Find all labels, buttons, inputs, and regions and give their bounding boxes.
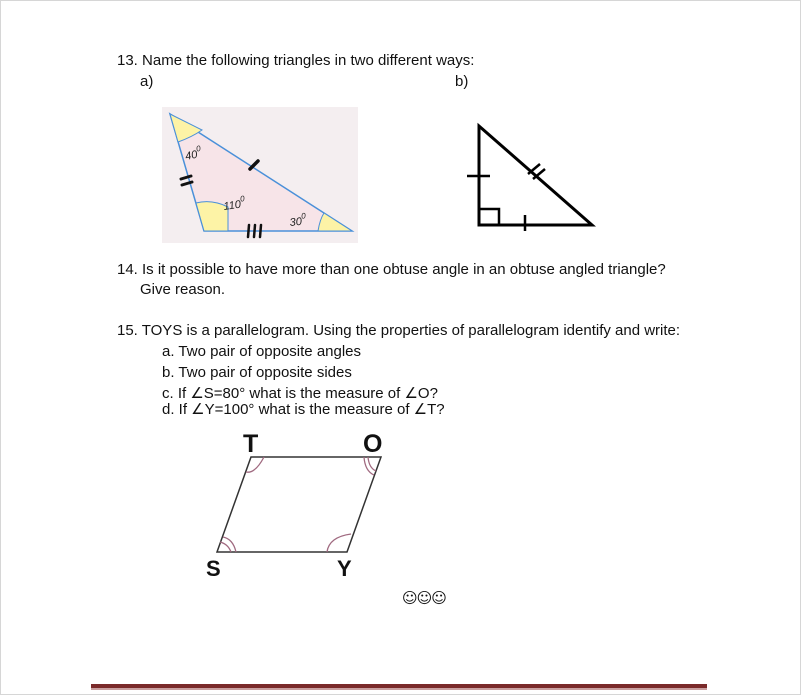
parallelogram-figure <box>195 424 405 584</box>
smiley-icons: ☺☺☺ <box>402 589 446 607</box>
footer-rule <box>91 684 707 690</box>
q14-line1: 14. Is it possible to have more than one obtuse angle in an obtuse angled triangle? <box>117 261 666 278</box>
vertex-label-t: T <box>243 430 259 458</box>
triangle-b-tick-hyp <box>528 164 545 179</box>
q15-item-b: b. Two pair of opposite sides <box>162 364 352 381</box>
q13-label-a: a) <box>140 73 154 90</box>
q15-item-a: a. Two pair of opposite angles <box>162 343 362 360</box>
q13-label-b: b) <box>455 73 469 90</box>
q15-item-c: c. If ∠S=80° what is the measure of ∠O? <box>162 385 438 402</box>
triangle-a-label-40: $40^0$ <box>184 143 202 163</box>
triangle-a-label-110: $110^0$ <box>222 194 246 213</box>
vertex-label-o: O <box>363 430 383 458</box>
triangle-a-figure <box>162 107 358 243</box>
triangle-b-figure <box>462 118 602 234</box>
angle-arc-o-1 <box>368 457 376 471</box>
triangle-a-label-30: $30^0$ <box>289 211 307 229</box>
q15-title: 15. TOYS is a parallelogram. Using the properties of parallelogram identify and write: <box>117 322 681 339</box>
q15-item-d: d. If ∠Y=100° what is the measure of ∠T? <box>162 401 445 418</box>
q13-title: 13. Name the following triangles in two different ways: <box>117 52 475 69</box>
vertex-label-s: S <box>206 556 221 581</box>
parallelogram-shape <box>217 457 381 552</box>
vertex-label-y: Y <box>337 556 352 581</box>
triangle-b-right-angle <box>479 209 499 225</box>
q14-line2: Give reason. <box>140 281 226 298</box>
angle-arc-s-2 <box>220 542 231 552</box>
